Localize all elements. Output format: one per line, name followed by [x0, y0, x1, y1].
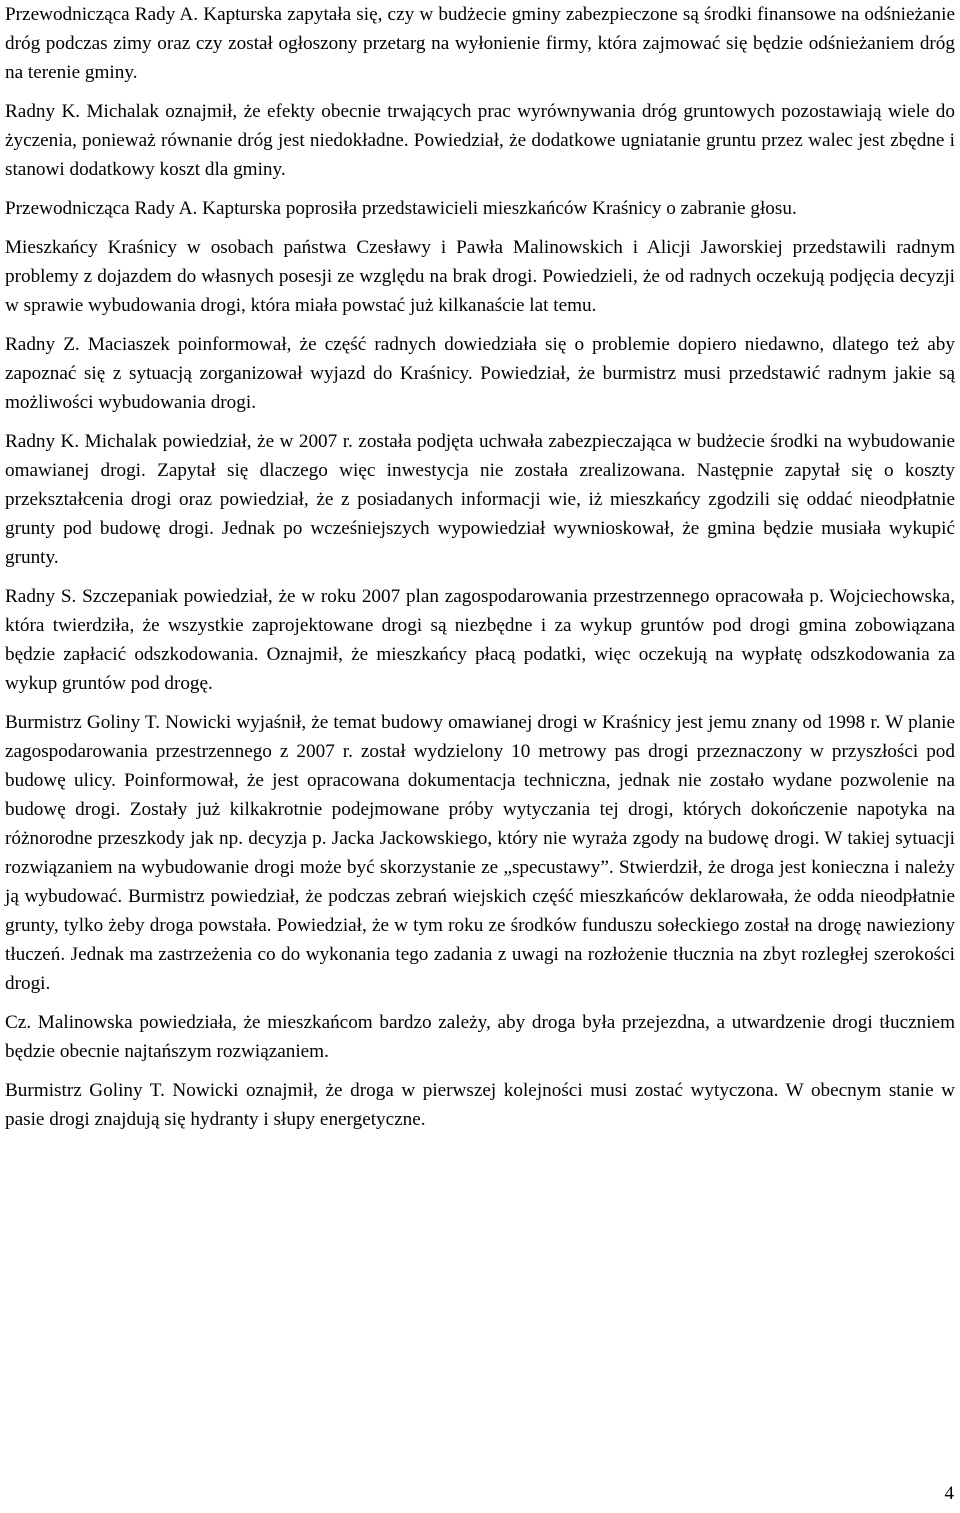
paragraph-chairwoman-question: Przewodnicząca Rady A. Kapturska zapytała się, czy w budżecie gminy zabezpieczone są środki finansowe na odśnieżanie dróg podczas zimy oraz czy został ogłoszony przetarg na wyłonienie firmy, która zajmować się będzie odśnieżaniem dróg na terenie gminy. — [5, 4, 955, 83]
paragraph-michalak-roads: Radny K. Michalak oznajmił, że efekty obecnie trwających prac wyrównywania dróg gruntowych pozostawiają wiele do życzenia, ponieważ równanie dróg jest niedokładne. Powiedział, że dodatkowe ugniatanie gruntu przez walec jest zbędne i stanowi dodatkowy koszt dla gminy. — [5, 101, 955, 180]
paragraph-mayor-road-marking: Burmistrz Goliny T. Nowicki oznajmił, że droga w pierwszej kolejności musi zostać wytyczona. W obecnym stanie w pasie drogi znajdują się hydranty i słupy energetyczne. — [5, 1080, 955, 1130]
paragraph-maciaszek: Radny Z. Maciaszek poinformował, że część radnych dowiedziała się o problemie dopiero niedawno, dlatego też aby zapoznać się z sytuacją zorganizował wyjazd do Kraśnicy. Powiedział, że burmistrz musi przedstawić radnym jakie są możliwości wybudowania drogi. — [5, 334, 955, 413]
paragraph-malinowska: Cz. Malinowska powiedziała, że mieszkańcom bardzo zależy, aby droga była przejezdna, a utwardzenie drogi tłuczniem będzie obecnie najtańszym rozwiązaniem. — [5, 1012, 955, 1062]
page-number: 4 — [944, 1483, 954, 1504]
paragraph-chairwoman-residents: Przewodnicząca Rady A. Kapturska poprosiła przedstawicieli mieszkańców Kraśnicy o zabranie głosu. — [5, 198, 797, 219]
paragraph-residents-problems: Mieszkańcy Kraśnicy w osobach państwa Czesławy i Pawła Malinowskich i Alicji Jaworskiej przedstawili radnym problemy z dojazdem do własnych posesji ze względu na brak drogi. Powiedzieli, że od radnych oczekują podjęcia decyzji w sprawie wybudowania drogi, która miała powstać już kilkanaście lat temu. — [5, 237, 955, 316]
paragraph-mayor-explanation: Burmistrz Goliny T. Nowicki wyjaśnił, że temat budowy omawianej drogi w Kraśnicy jest jemu znany od 1998 r. W planie zagospodarowania przestrzennego z 2007 r. został wydzielony 10 metrowy pas drogi przeznaczony w przyszłości pod budowę ulicy. Poinformował, że jest opracowana dokumentacja techniczna, jednak nie zostało wydane pozwolenie na budowę drogi. Zostały już kilkakrotnie podejmowane próby wytyczania tej drogi, których dokończenie napotyka na różnorodne przeszkody jak np. decyzja p. Jacka Jackowskiego, który nie wyraża zgody na budowę drogi. W takiej sytuacji rozwiązaniem na wybudowanie drogi może być skorzystanie ze „specustawy”. Stwierdził, że droga jest konieczna i należy ją wybudować. Burmistrz powiedział, że podczas zebrań wiejskich część mieszkańców deklarowała, że odda nieodpłatnie grunty, tylko żeby droga powstała. Powiedział, że w tym roku ze środków funduszu sołeckiego został na drogę nawieziony tłuczeń. Jednak ma zastrzeżenia co do wykonania tego zadania z uwagi na rozłożenie tłucznia na zbyt rozległej szerokości drogi. — [5, 712, 955, 994]
paragraph-szczepaniak: Radny S. Szczepaniak powiedział, że w roku 2007 plan zagospodarowania przestrzennego opracowała p. Wojciechowska, która twierdziła, że wszystkie zaprojektowane drogi są niezbędne i za wykup gruntów pod drogi gmina zobowiązana będzie zapłacić odszkodowania. Oznajmił, że mieszkańcy płacą podatki, więc oczekują na wypłatę odszkodowania za wykup gruntów pod drogę. — [5, 586, 955, 694]
paragraph-michalak-2007: Radny K. Michalak powiedział, że w 2007 r. została podjęta uchwała zabezpieczająca w budżecie środki na wybudowanie omawianej drogi. Zapytał się dlaczego więc inwestycja nie została zrealizowana. Następnie zapytał się o koszty przekształcenia drogi oraz powiedział, że z posiadanych informacji wie, iż mieszkańcy zgodzili się oddać nieodpłatnie grunty pod budowę drogi. Jednak po wcześniejszych wypowiedział wywnioskował, że gmina będzie musiała wykupić grunty. — [5, 431, 955, 568]
document-page — [5, 0, 955, 1144]
